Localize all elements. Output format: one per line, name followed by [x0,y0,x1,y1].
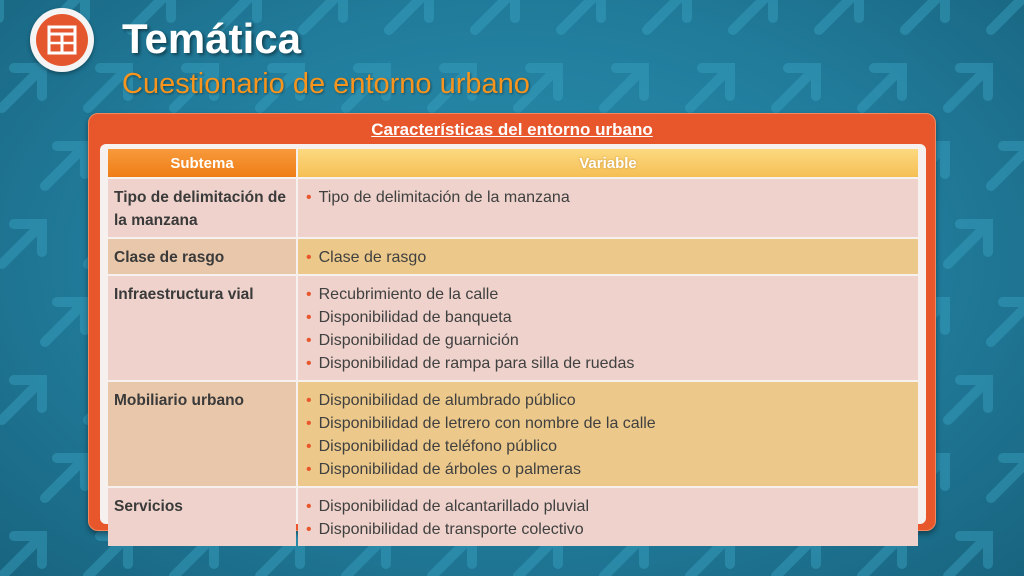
bullet-icon: • [306,355,312,372]
content-panel [88,113,936,538]
background-arrow [905,0,945,30]
background-arrow [819,0,859,30]
variable-cell [298,382,918,486]
variable-text: Recubrimiento de la calle [318,286,499,303]
bullet-icon: • [306,521,312,538]
variable-list-item [306,352,912,375]
background-arrow [2,536,42,576]
bullet-icon: • [306,332,312,349]
background-arrow [475,0,515,30]
variable-list-item [306,518,912,541]
variable-list-item [306,412,912,435]
bullet-icon: • [306,189,312,206]
variable-text: Disponibilidad de letrero con nombre de la calle [318,415,656,432]
bullet-icon: • [306,392,312,409]
background-arrow [991,0,1024,30]
variable-text: Disponibilidad de alcantarillado pluvial [318,498,589,515]
background-arrow [2,380,42,420]
background-arrow [948,380,988,420]
background-arrow [948,68,988,108]
background-arrow [647,0,687,30]
background-arrow [948,224,988,264]
background-arrow [991,458,1024,498]
variable-list-item [306,329,912,352]
table-row [108,380,918,486]
background-arrow [776,68,816,108]
bullet-icon: • [306,309,312,326]
background-arrow [561,0,601,30]
table-row [108,237,918,274]
variable-text: Disponibilidad de transporte colectivo [318,521,584,538]
background-arrow [604,68,644,108]
panel-title: Características del entorno urbano [371,120,653,139]
bullet-icon: • [306,498,312,515]
variable-cell [298,179,918,237]
subtema-cell: Mobiliario urbano [108,382,296,486]
variable-list-item [306,283,912,306]
background-arrow [2,68,42,108]
bullet-icon: • [306,415,312,432]
column-header-variable: Variable [298,149,918,177]
logo [30,8,94,72]
background-arrow [45,458,85,498]
variable-list-item [306,435,912,458]
column-header-subtema: Subtema [108,149,296,177]
background-arrow [862,68,902,108]
bullet-icon: • [306,249,312,266]
variable-text: Disponibilidad de rampa para silla de ruedas [318,355,635,372]
subtema-cell: Infraestructura vial [108,276,296,380]
variable-text: Disponibilidad de guarnición [318,332,519,349]
variable-list-item [306,495,912,518]
background-arrow [991,146,1024,186]
page-title: Temática [122,15,301,62]
background-arrow [2,224,42,264]
background-arrow [45,302,85,342]
variable-cell [298,488,918,546]
variable-text: Disponibilidad de árboles o palmeras [318,461,581,478]
variable-cell [298,276,918,380]
table-row [108,177,918,237]
table-row [108,274,918,380]
subtema-cell: Clase de rasgo [108,239,296,274]
variable-list-item [306,246,912,269]
window-icon [47,25,77,55]
background-arrow [991,302,1024,342]
background-arrow [690,68,730,108]
variable-cell [298,239,918,274]
variable-list-item [306,389,912,412]
page-subtitle: Cuestionario de entorno urbano [122,68,530,100]
background-arrow [733,0,773,30]
table-container [100,144,926,538]
background-arrow [45,146,85,186]
variable-text: Disponibilidad de alumbrado público [318,392,576,409]
variable-text: Tipo de delimitación de la manzana [318,189,570,206]
background-arrow [948,536,988,576]
subtema-cell: Servicios [108,488,296,546]
table-header [108,149,918,177]
bullet-icon: • [306,438,312,455]
variable-text: Disponibilidad de teléfono público [318,438,557,455]
table-row [108,486,918,546]
variable-list-item [306,306,912,329]
variable-text: Clase de rasgo [318,249,427,266]
bullet-icon: • [306,286,312,303]
variable-list-item [306,186,912,209]
background-arrow [303,0,343,30]
subtema-cell: Tipo de delimitación de la manzana [108,179,296,237]
variable-text: Disponibilidad de banqueta [318,309,512,326]
variable-list-item [306,458,912,481]
bullet-icon: • [306,461,312,478]
background-arrow [389,0,429,30]
data-table [108,149,918,546]
